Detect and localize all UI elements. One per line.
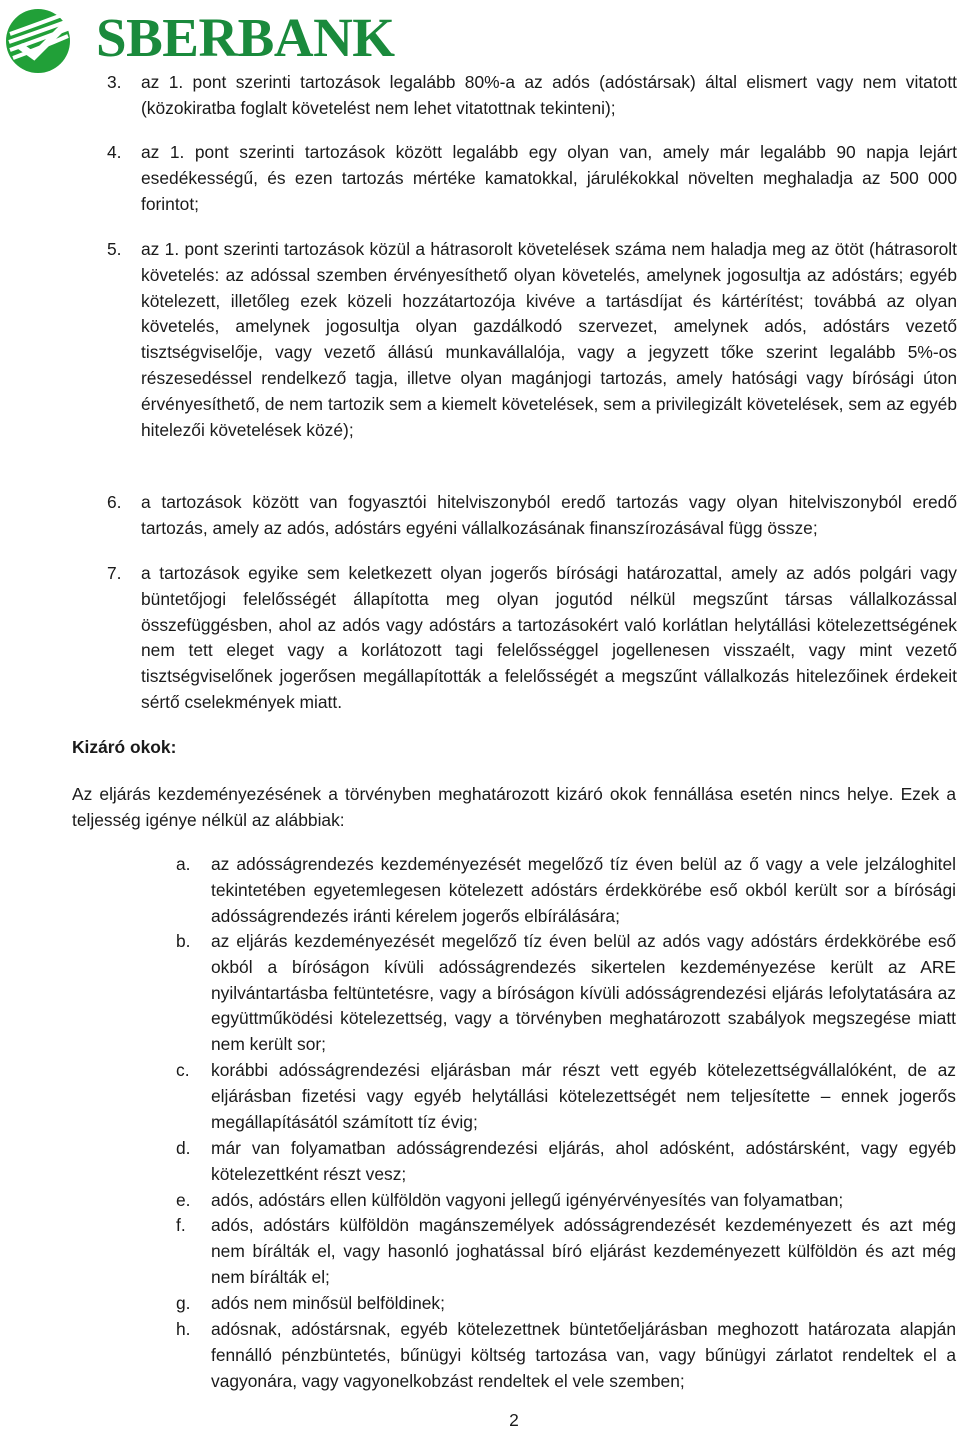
item-number: 7. <box>107 563 122 583</box>
item-letter: e. <box>176 1190 191 1210</box>
item-letter: f. <box>176 1215 186 1235</box>
item-text: korábbi adósságrendezési eljárásban már részt vett egyéb kötelezettségvállalóként, de az eljárásban fizetési vagy egyéb helytállási kötelezettségét nem teljesítette – ennek jogerős megállapításától számított tíz évig; <box>211 1060 956 1132</box>
item-text: az adósságrendezés kezdeményezését megelőző tíz éven belül az ő vagy a vele jelzáloghitel tekintetében egyetemlegesen kötelezett adóstárs érdekkörébe eső okból került sor a bírósági adósságrendezés iránti kérelem jogerős elbírálására; <box>211 854 956 926</box>
item-number: 3. <box>107 72 122 92</box>
item-letter: b. <box>176 931 191 951</box>
item-text: adós, adóstárs külföldön magánszemélyek adósságrendezését kezdeményezett és azt még nem bírálták el, vagy hasonló joghatással bíró eljárást kezdeményezett külföldön és azt még nem bírálták el; <box>211 1215 956 1287</box>
item-text: a tartozások egyike sem keletkezett olyan jogerős bírósági határozattal, amely az adós polgári vagy büntetőjogi felelősségét állapította meg olyan jogutód nélkül megszűnt társas vállalkozással összefüggésben, ahol az adós vagy adóstárs a tartozásokért való korlátlan helytállási kötelezettségének nem tett eleget vagy a korlátozott tagi felelősséggel jogellenesen visszaélt, vagy mint vezető tisztségviselőnek jogerősen megállapították a felelősségét a megszűnt vállalkozás hitelezőinek érdekeit sértő cselekmények miatt. <box>141 563 957 712</box>
brand-name: SBERBANK <box>96 7 395 68</box>
item-text: adós, adóstárs ellen külföldön vagyoni jellegű igényérvényesítés van folyamatban; <box>211 1190 844 1210</box>
item-text: már van folyamatban adósságrendezési eljárás, ahol adósként, adóstársként, vagy egyéb kötelezettként részt vesz; <box>211 1138 956 1184</box>
item-text: az 1. pont szerinti tartozások között legalább egy olyan van, amely már legalább 90 napja lejárt esedékességű, és ezen tartozás mértéke kamatokkal, járulékokkal növelten meghaladja az 500 000 forintot; <box>141 142 957 214</box>
item-number: 5. <box>107 239 122 259</box>
item-letter: a. <box>176 854 191 874</box>
sberbank-logo-icon <box>4 4 76 74</box>
item-letter: h. <box>176 1319 191 1339</box>
item-text: az 1. pont szerinti tartozások közül a hátrasorolt követelések száma nem haladja meg az ötöt (hátrasorolt követelés: az adóssal szemben érvényesíthető olyan követelés, amelynek jogosultja az adóstárs; egyéb kötelezett, illetőleg ezek közeli hozzátartozója kivéve a tartásdíjat és kártérítést; továbbá az olyan követelés, amelynek jogosultja olyan gazdálkodó szervezet, amelynek adós, adóstárs vezető tisztségviselője, vagy vezető állású munkavállalója, vagy a jegyzett tőke szerint legalább 5%-os részesedéssel rendelkező tagja, illetve olyan magánjogi tartozás, amely hatósági vagy bírósági úton érvényesíthető, de nem tartozik sem a kiemelt követelések, sem a privilegizált követelések, sem az egyéb hitelezői követelések közé); <box>141 239 957 440</box>
item-text: a tartozások között van fogyasztói hitelviszonyból eredő tartozás vagy olyan hitelviszonyból eredő tartozás, amely az adós, adóstárs egyéni vállalkozásának finanszírozásával függ össze; <box>141 492 957 538</box>
item-number: 4. <box>107 142 122 162</box>
item-text: adós nem minősül belföldinek; <box>211 1293 445 1313</box>
item-letter: g. <box>176 1293 191 1313</box>
header <box>4 4 404 74</box>
item-text: az eljárás kezdeményezését megelőző tíz éven belül az adós vagy adóstárs érdekkörébe eső okból a bíróságon kívüli adósságrendezés sikertelen kezdeményezése került az ARE nyilvántartásba feltüntetésre, vagy a bíróságon kívüli adósságrendezési eljárás lefolytatására az együttműködési kötelezettség, vagy a törvényben meghatározott szabályok megszegése miatt nem került sor; <box>211 931 956 1055</box>
page-number: 2 <box>509 1410 519 1430</box>
section-heading: Kizáró okok: <box>72 737 177 757</box>
item-letter: c. <box>176 1060 190 1080</box>
intro-paragraph: Az eljárás kezdeményezésének a törvényben meghatározott kizáró okok fennállása esetén nincs helye. Ezek a teljesség igénye nélkül az alábbiak: <box>72 784 956 830</box>
item-number: 6. <box>107 492 122 512</box>
item-text: az 1. pont szerinti tartozások legalább 80%-a az adós (adóstársak) által elismert vagy nem vitatott (közokiratba foglalt követelést nem lehet vitatottnak tekinteni); <box>141 72 957 118</box>
item-letter: d. <box>176 1138 191 1158</box>
item-text: adósnak, adóstársnak, egyéb kötelezettnek büntetőeljárásban meghozott határozata alapján fennálló pénzbüntetés, bűnügyi költség tartozása van, vagy bűnügyi zárlatot rendeltek el a vagyonára, vagy vagyonelkobzást rendeltek el vele szemben; <box>211 1319 956 1391</box>
